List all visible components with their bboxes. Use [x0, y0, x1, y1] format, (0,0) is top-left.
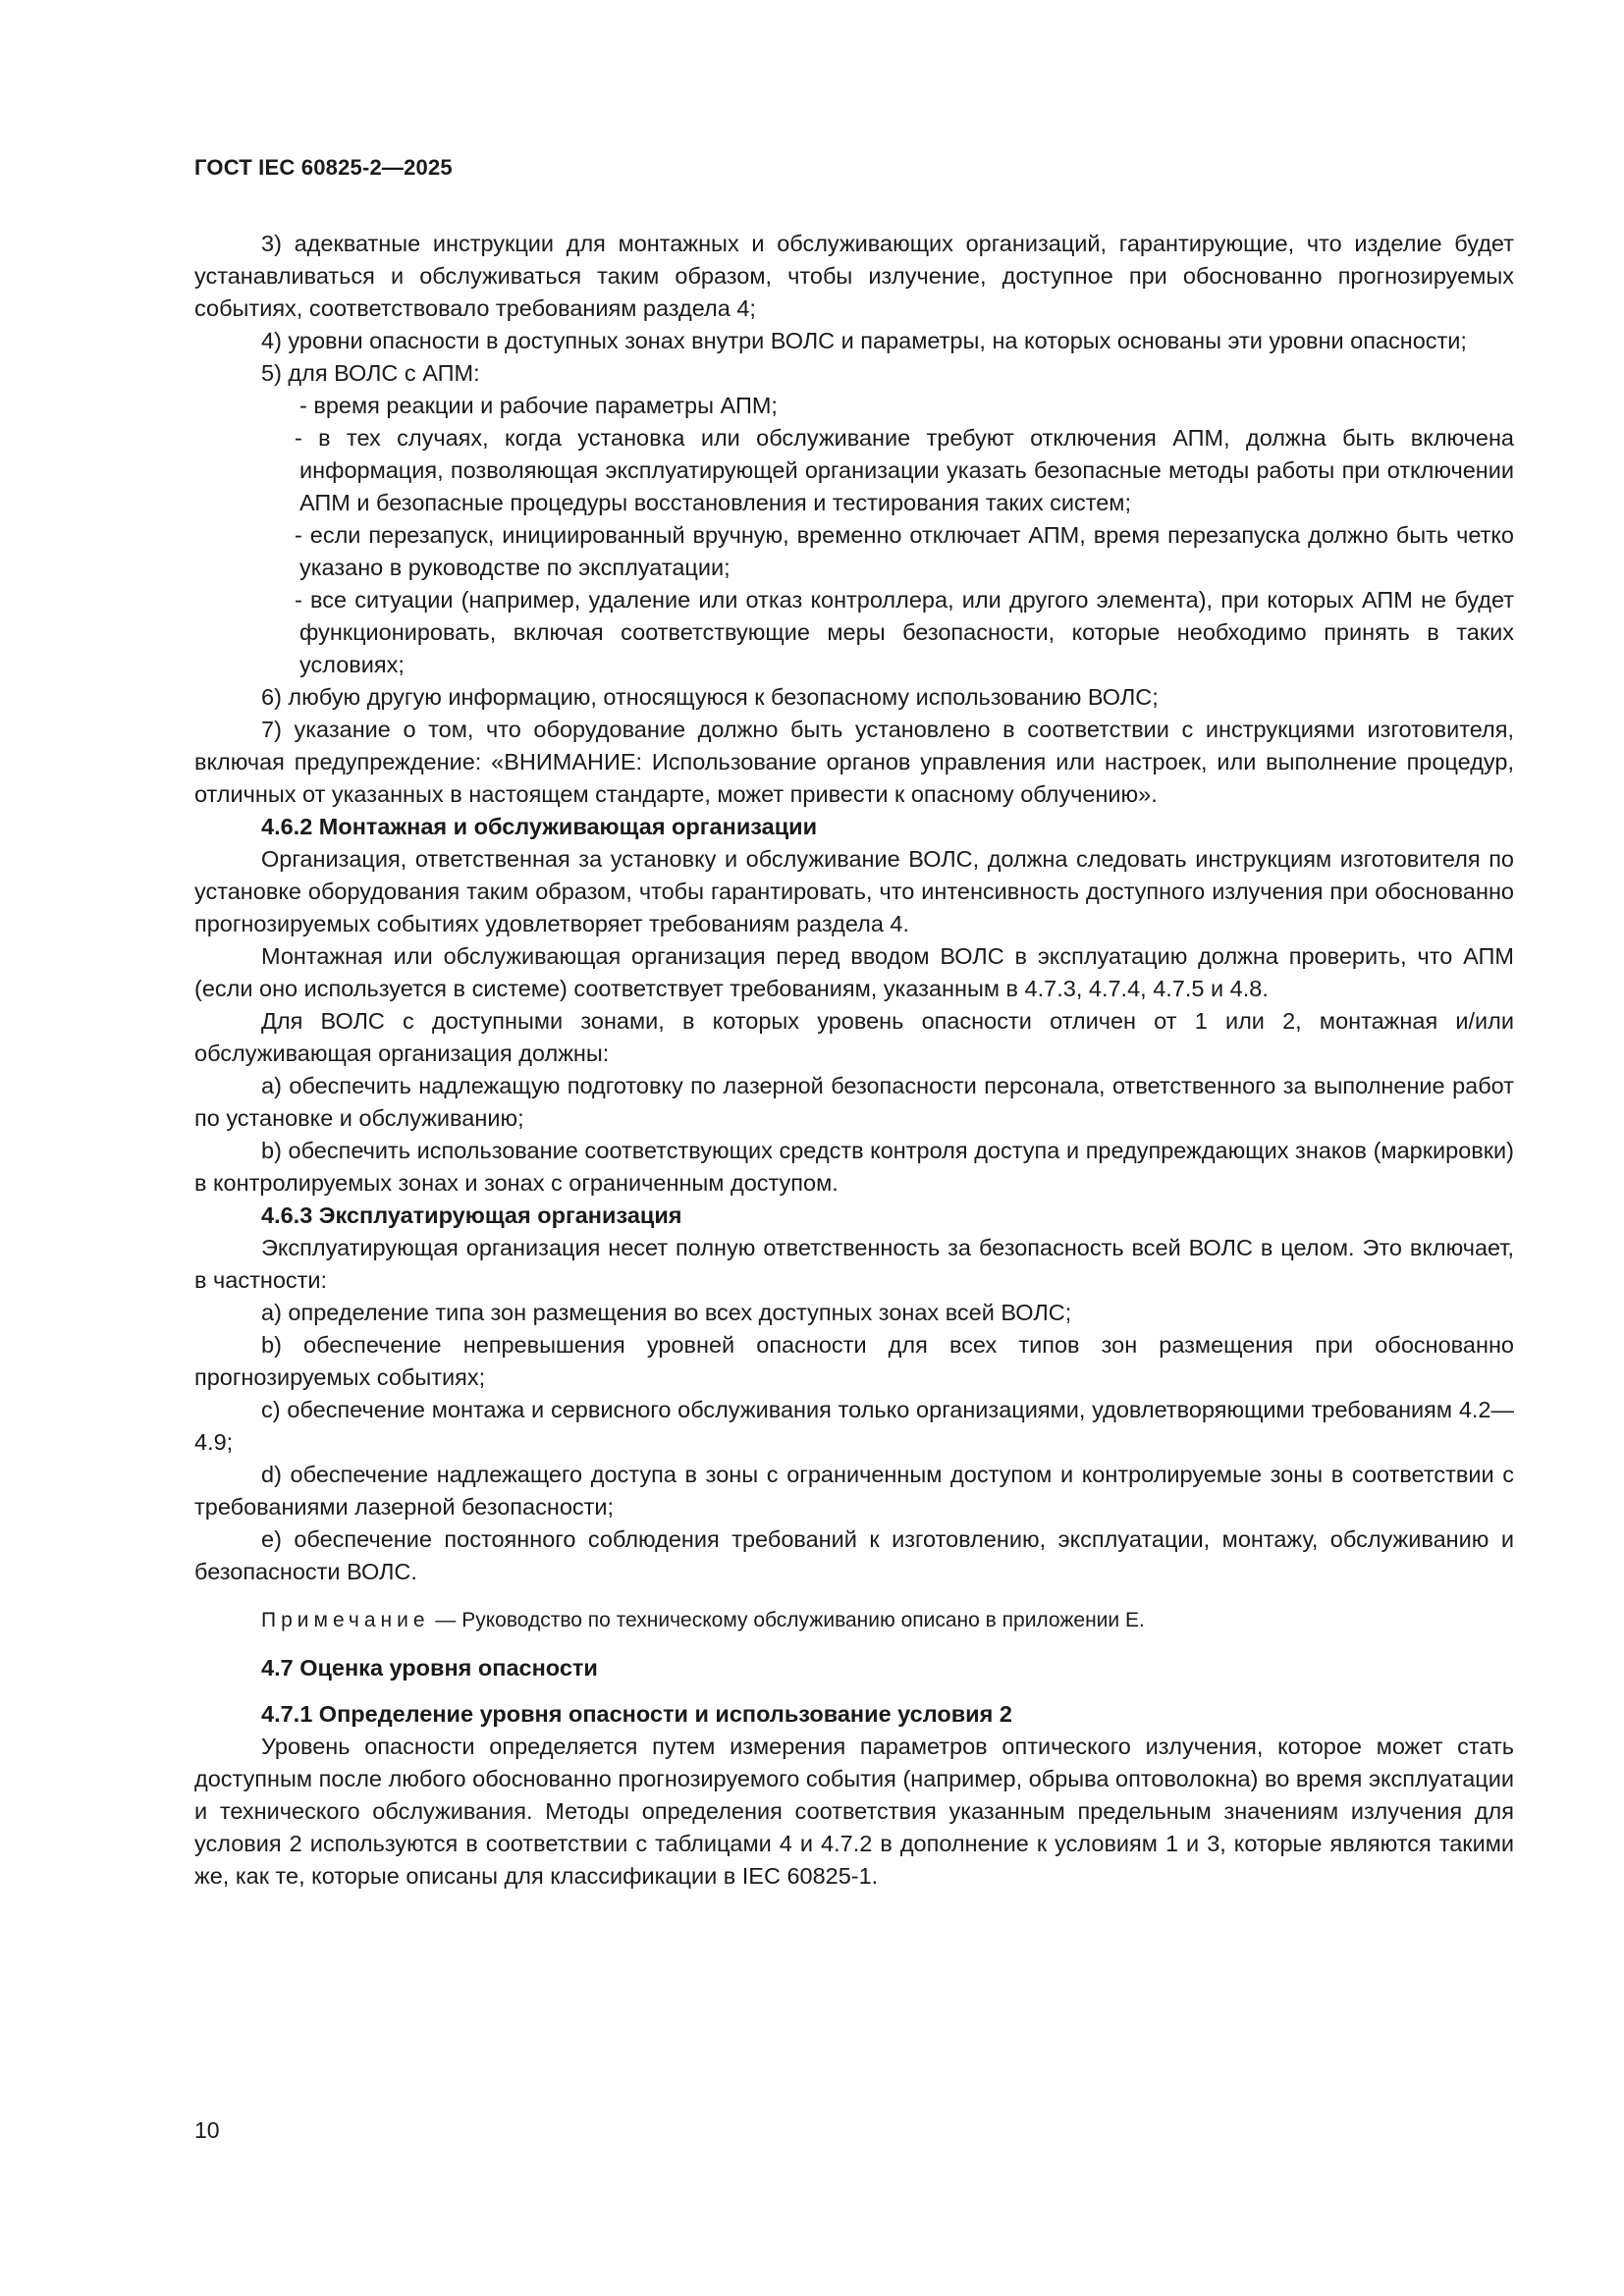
list-item: e) обеспечение постоянного соблюдения требований к изготовлению, эксплуатации, монтажу, обслуживанию и безопасности ВОЛС. [194, 1526, 1514, 1584]
page-header: ГОСТ IEC 60825-2—2025 [194, 155, 453, 180]
list-item: b) обеспечить использование соответствующих средств контроля доступа и предупреждающих знаков (маркировки) в контролируемых зонах и зонах с ограниченным доступом. [194, 1138, 1514, 1196]
list-item: 7) указание о том, что оборудование должно быть установлено в соответствии с инструкциями изготовителя, включая предупреждение: «ВНИМАНИЕ: Использование органов управления или настроек, или выполнение процедур, отличных от указанных в настоящем стандарте, может привести к опасному облучению». [194, 717, 1514, 807]
paragraph: Монтажная или обслуживающая организация перед вводом ВОЛС в эксплуатацию должна проверить, что АПМ (если оно используется в системе) соответствует требованиям, указанным в 4.7.3, 4.7.4, 4.7.5 и 4.8. [194, 943, 1514, 1001]
section-heading-4-6-3: 4.6.3 Эксплуатирующая организация [261, 1202, 682, 1228]
paragraph: Организация, ответственная за установку и обслуживание ВОЛС, должна следовать инструкциям изготовителя по установке оборудования таким образом, чтобы гарантировать, что интенсивность доступного излучения при обоснованно прогнозируемых событиях удовлетворяет требованиям раздела 4. [194, 846, 1514, 936]
dash-item: - все ситуации (например, удаление или отказ контроллера, или другого элемента), при которых АПМ не будет функционировать, включая соответствующие меры безопасности, которые необходимо принять в таких условиях; [295, 587, 1514, 677]
document-body [194, 228, 1514, 1893]
dash-item: - если перезапуск, инициированный вручную, временно отключает АПМ, время перезапуска должно быть четко указано в руководстве по эксплуатации; [295, 522, 1514, 580]
paragraph: Для ВОЛС с доступными зонами, в которых уровень опасности отличен от 1 или 2, монтажная и/или обслуживающая организация должны: [194, 1008, 1514, 1066]
list-item: c) обеспечение монтажа и сервисного обслуживания только организациями, удовлетворяющими требованиям 4.2—4.9; [194, 1397, 1514, 1455]
list-item: 4) уровни опасности в доступных зонах внутри ВОЛС и параметры, на которых основаны эти уровни опасности; [261, 328, 1467, 353]
dash-item: - в тех случаях, когда установка или обслуживание требуют отключения АПМ, должна быть включена информация, позволяющая эксплуатирующей организации указать безопасные методы работы при отключении АПМ и безопасные процедуры восстановления и тестирования таких систем; [295, 425, 1514, 515]
list-item: d) обеспечение надлежащего доступа в зоны с ограниченным доступом и контролируемые зоны в соответствии с требованиями лазерной безопасности; [194, 1462, 1514, 1520]
paragraph: Эксплуатирующая организация несет полную ответственность за безопасность всей ВОЛС в целом. Это включает, в частности: [194, 1235, 1514, 1293]
section-heading-4-6-2: 4.6.2 Монтажная и обслуживающая организации [261, 814, 818, 839]
list-item: 6) любую другую информацию, относящуюся к безопасному использованию ВОЛС; [261, 684, 1159, 710]
list-item: 5) для ВОЛС с АПМ: [261, 360, 480, 386]
note-text: — Руководство по техническому обслуживанию описано в приложении E. [429, 1609, 1145, 1631]
note-label: Примечание [261, 1609, 430, 1631]
list-item: b) обеспечение непревышения уровней опасности для всех типов зон размещения при обоснованно прогнозируемых событиях; [194, 1332, 1514, 1390]
page-number: 10 [194, 2117, 220, 2143]
list-item: 3) адекватные инструкции для монтажных и обслуживающих организаций, гарантирующие, что изделие будет устанавливаться и обслуживаться таким образом, чтобы излучение, доступное при обоснованно прогнозируемых событиях, соответствовало требованиям раздела 4; [194, 231, 1514, 321]
list-item: a) определение типа зон размещения во всех доступных зонах всей ВОЛС; [261, 1300, 1072, 1325]
note [194, 1604, 1514, 1636]
section-heading-4-7-1: 4.7.1 Определение уровня опасности и использование условия 2 [261, 1701, 1012, 1727]
paragraph: Уровень опасности определяется путем измерения параметров оптического излучения, которое может стать доступным после любого обоснованно прогнозируемого события (например, обрыва оптоволокна) во время эксплуатации и технического обслуживания. Методы определения соответствия указанным предельным значениям излучения для условия 2 используются в соответствии с таблицами 4 и 4.7.2 в дополнение к условиям 1 и 3, которые являются такими же, как те, которые описаны для классификации в IEC 60825-1. [194, 1734, 1514, 1889]
list-item: a) обеспечить надлежащую подготовку по лазерной безопасности персонала, ответственного за выполнение работ по установке и обслуживанию; [194, 1073, 1514, 1131]
dash-item: - время реакции и рабочие параметры АПМ; [299, 393, 778, 418]
section-heading-4-7: 4.7 Оценка уровня опасности [261, 1655, 598, 1681]
